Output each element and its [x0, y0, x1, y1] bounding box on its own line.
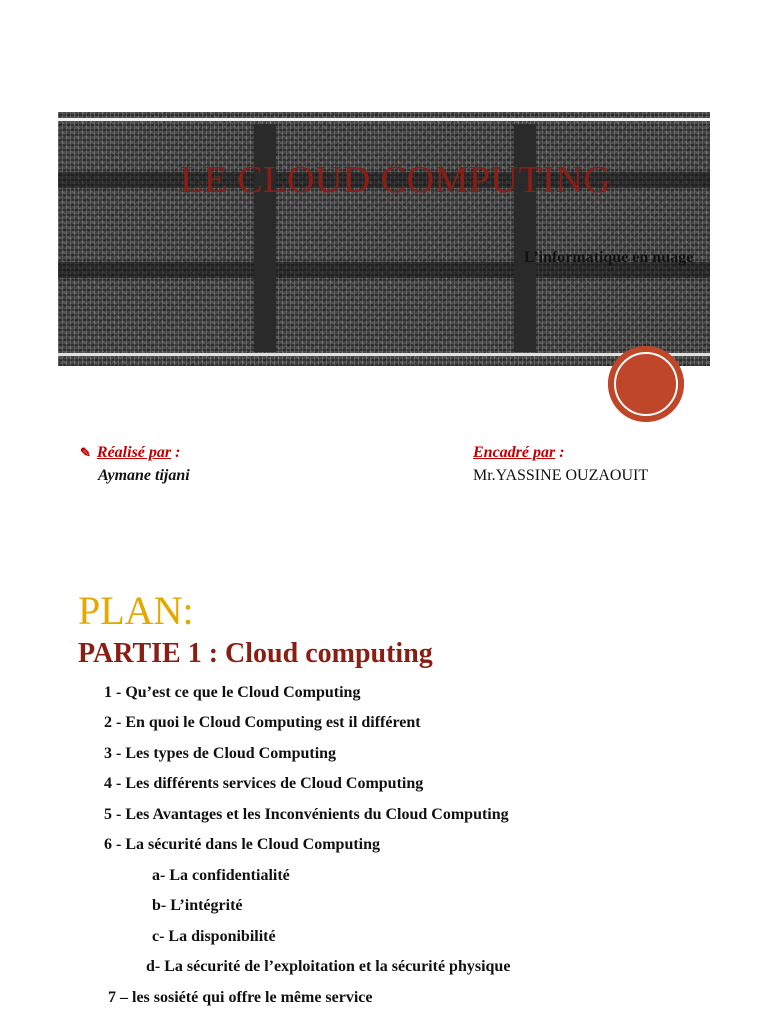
- credit-realise-label-suffix: :: [171, 444, 181, 461]
- credit-realise: [80, 443, 190, 486]
- plan-subitem: a- La confidentialité: [152, 867, 290, 884]
- page-title: LE CLOUD COMPUTING: [180, 159, 612, 201]
- plan-heading: PLAN:: [78, 588, 194, 633]
- credit-realise-label-line: [80, 443, 190, 463]
- plan-item: 2 - En quoi le Cloud Computing est il différent: [104, 714, 421, 731]
- circle-badge-icon: [608, 346, 684, 422]
- plan-item: 7 – les sosiété qui offre le même service: [108, 989, 373, 1006]
- plan-subitem: c- La disponibilité: [152, 928, 276, 945]
- title-banner: [58, 112, 710, 366]
- plan-item: 3 - Les types de Cloud Computing: [104, 745, 337, 762]
- credit-encadre-label-suffix: :: [555, 444, 565, 461]
- page-subtitle: L’informatique en nuage: [524, 249, 694, 266]
- pencil-icon: ✎: [80, 445, 91, 460]
- plan-subitem: b- L’intégrité: [152, 897, 243, 914]
- badge-ring: [614, 352, 678, 416]
- banner-texture: [58, 112, 710, 366]
- plan-item: 4 - Les différents services de Cloud Computing: [104, 775, 424, 792]
- credit-realise-label: Réalisé par: [96, 444, 172, 461]
- partie-heading: PARTIE 1 : Cloud computing: [78, 638, 433, 669]
- plan-item: 1 - Qu’est ce que le Cloud Computing: [104, 684, 361, 701]
- banner-bottom-line: [58, 353, 710, 356]
- credit-encadre-label-line: [473, 443, 648, 463]
- credit-encadre-label: Encadré par: [473, 444, 556, 461]
- credit-realise-name: Aymane tijani: [98, 467, 190, 484]
- plan-subitem: d- La sécurité de l’exploitation et la sécurité physique: [146, 958, 511, 975]
- credit-encadre: [473, 443, 648, 486]
- credit-encadre-name: Mr.YASSINE OUZAOUIT: [473, 467, 649, 484]
- plan-item: 5 - Les Avantages et les Inconvénients du Cloud Computing: [104, 806, 509, 823]
- plan-item: 6 - La sécurité dans le Cloud Computing: [104, 836, 381, 853]
- banner-top-line: [58, 118, 710, 121]
